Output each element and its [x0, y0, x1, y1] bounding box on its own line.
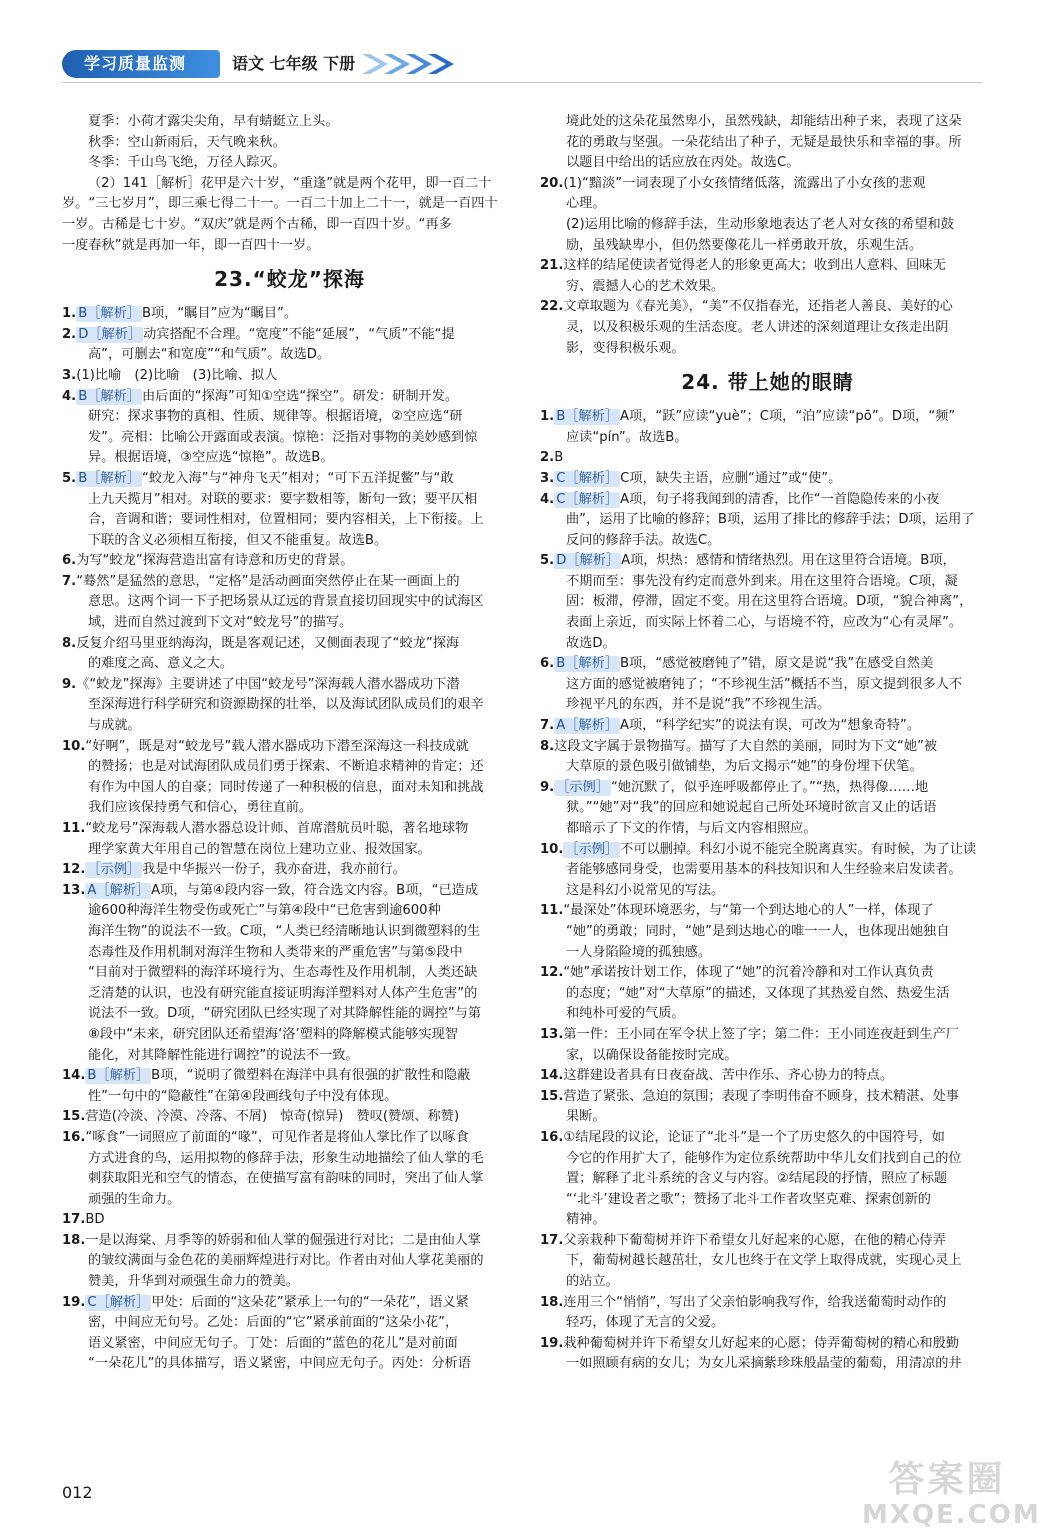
text-line: 影，变得积极乐观。 [566, 340, 685, 356]
item-text: 第一件：王小同在军令状上签了字；第二件：王小同连夜赶到生产厂 [563, 1026, 959, 1042]
chevron-arrows-icon [362, 50, 502, 78]
item-text: A项，“跃”应读“yuè”；C项，“泊”应读“pō”。D项，“频” [619, 409, 956, 425]
item-text: 不可以删掉。科幻小说不能完全脱离真实。有时候，为了让读 [620, 841, 977, 857]
answer-item [62, 1107, 517, 1128]
answer-item [540, 297, 995, 318]
text-line: 下联的含义必须相互衔接，但又不能重复。故选B。 [88, 532, 388, 548]
text-line: 心理。 [566, 196, 606, 212]
text-line: 上九天揽月”相对。对联的要求：要字数相等，断句一致；要平仄相 [88, 491, 478, 507]
item-number: 2. [540, 450, 555, 466]
item-text: 父亲栽种下葡萄树并许下希望女儿好起来的心愿，在他的精心侍弄 [563, 1232, 946, 1248]
text-line: 夏季：小荷才露尖尖角，早有蜻蜓立上头。 [88, 114, 339, 129]
item-number: 12. [540, 965, 564, 981]
item-number: 1. [62, 306, 77, 322]
item-number: 14. [540, 1068, 564, 1084]
text-line: 意思。这两个词一下子把场景从辽远的背景直接切回现实中的试海区 [88, 594, 484, 610]
text-line: 说法不一致。D项，“研究团队已经实现了对其降解性能的调控”与第 [88, 1006, 482, 1022]
item-text: ①结尾段的议论，论证了“北斗”是一个了历史悠久的中国符号，如 [563, 1129, 945, 1145]
item-number: 4. [62, 388, 77, 404]
section-title: 24. 带上她的眼睛 [681, 370, 854, 395]
text-line: 和纯朴可爱的气质。 [566, 1006, 685, 1022]
item-number: 20. [540, 175, 564, 191]
item-text: (1)比喻 (2)比喻 (3)比喻、拟人 [76, 367, 278, 383]
item-text: B项，“感觉被磨钝了”错，原文是说“我”在感受自然美 [619, 656, 934, 672]
answer-item [540, 778, 995, 799]
text-line: 灵，以及积极乐观的生活态度。老人讲述的深刻道理让女孩走出阴 [566, 319, 949, 335]
analysis-tag: ［示例］ [87, 862, 141, 878]
page-header [62, 48, 452, 82]
right-column [540, 112, 995, 1375]
text-line: “目前对于微塑料的海洋环境行为、生态毒性及作用机制，人类还缺 [88, 965, 478, 981]
answer-item [540, 1066, 995, 1087]
answer-item [62, 551, 517, 572]
answer-item [62, 304, 517, 325]
item-text: B [554, 450, 564, 466]
text-line: 一岁。古稀是七十岁。“双庆”就是两个古稀，即一百四十岁。“再多 [62, 216, 452, 232]
item-text: 营造(冷淡、冷漠、冷落、不屑) 惊奇(惊异) 赞叹(赞颂、称赞) [85, 1109, 460, 1125]
text-line: 逾600种海洋生物受伤或死亡”与第④段中“已危害到逾600种 [88, 903, 441, 919]
text-line: 精神。 [566, 1212, 606, 1228]
text-line: 赞美，升华到对顽强生命力的赞美。 [88, 1274, 299, 1290]
analysis-tag: C［解析］ [87, 1294, 150, 1310]
item-text: “蛟龙号”深海载人潜水器总设计师、首席潜航员叶聪，著名地球物 [85, 821, 469, 836]
answer-item [540, 963, 995, 984]
item-text: A项，句子将我闻到的清香，比作“一首隐隐传来的小夜 [620, 491, 940, 507]
item-number: 17. [540, 1232, 564, 1248]
text-line: 语义紧密，中间应无句子。丁处：后面的“蓝色的花儿”是对前面 [88, 1335, 458, 1351]
answer-item [62, 1231, 517, 1252]
item-number: 15. [540, 1088, 564, 1104]
item-number: 14. [62, 1068, 86, 1084]
item-text: “她”承诺按计划工作，体现了“她”的沉着冷静和对工作认真负责 [563, 965, 934, 981]
item-number: 6. [62, 553, 77, 569]
answer-item [540, 1087, 995, 1108]
item-text: “最深处”体现环境恶劣，与“第一个到达地心的人”一样，体现了 [563, 903, 934, 919]
answer-item [540, 448, 995, 469]
analysis-tag: B［解析］ [78, 388, 140, 404]
text-line: 曲”，运用了比喻的修辞；B项，运用了排比的修辞手法；D项，运用了 [566, 512, 975, 528]
text-line: 轻巧，体现了无言的父爱。 [566, 1315, 725, 1331]
analysis-tag: C［解析］ [556, 491, 619, 507]
item-text: 文章取题为《春光美》，“美”不仅指春光，还指老人善良、美好的心 [563, 299, 953, 315]
analysis-tag: A［解析］ [87, 882, 150, 898]
item-number: 18. [540, 1294, 564, 1310]
text-line: 方式进食的鸟，运用拟物的修辞手法，形象生动地描绘了仙人掌的毛 [88, 1150, 484, 1166]
section-title: 23.“蛟龙”探海 [214, 267, 365, 292]
answer-item [540, 256, 995, 277]
analysis-tag: C［解析］ [556, 470, 619, 486]
text-line: 这是科幻小说常见的写法。 [566, 882, 725, 898]
item-number: 1. [540, 409, 555, 425]
analysis-tag: B［解析］ [78, 470, 140, 486]
text-line: 下，葡萄树越长越茁壮，女儿也终于在文学上取得成就，实现心灵上 [566, 1253, 962, 1269]
text-line: 研究：探求事物的真相、性质、规律等。根据语境，②空应选“研 [88, 409, 463, 425]
item-number: 16. [540, 1129, 564, 1145]
item-text: 甲处：后面的“这朵花”紧承上一句的“一朵花”，语义紧 [151, 1294, 469, 1310]
text-line: 异。根据语境，③空应选“惊艳”。故选B。 [88, 450, 334, 466]
analysis-tag: B［解析］ [87, 1068, 150, 1084]
item-number: 18. [62, 1232, 86, 1248]
item-number: 7. [540, 718, 555, 734]
analysis-tag: A［解析］ [556, 718, 618, 734]
item-text: (1)“黯淡”一词表现了小女孩情绪低落，流露出了小女孩的悲观 [563, 175, 926, 191]
answer-item [62, 737, 517, 758]
item-number: 4. [540, 491, 555, 507]
text-line: 大草原的景色吸引做铺垫，为后文揭示“她”的身份埋下伏笔。 [566, 759, 923, 775]
item-text: 一是以海棠、月季等的娇弱和仙人掌的倔强进行对比；二是由仙人掌 [85, 1232, 481, 1248]
text-line: ⑧段中“未来，研究团队还希望海‘洛’塑料的降解模式能够实现智 [88, 1026, 458, 1042]
answer-item [540, 654, 995, 675]
site-watermark [862, 1459, 1041, 1534]
text-line: 应读“pín”。故选B。 [566, 429, 688, 445]
item-number: 2. [62, 326, 77, 342]
analysis-tag: ［示例］ [565, 841, 619, 857]
answer-item [62, 366, 517, 387]
analysis-tag: B［解析］ [556, 409, 618, 425]
text-line: 刺获取阳光和空气的情态，在使描写富有韵味的同时，突出了仙人掌 [88, 1171, 484, 1187]
text-line: 果断。 [566, 1109, 606, 1125]
answer-item [62, 634, 517, 655]
text-line: 秋季：空山新雨后，天气晚来秋。 [88, 134, 286, 150]
item-number: 19. [540, 1335, 564, 1351]
item-text: A项，“科学纪实”的说法有误，可改为“想象奇特”。 [619, 718, 921, 734]
text-line: （2）141［解析］花甲是六十岁，“重逢”就是两个花甲，即一百二十 [88, 175, 492, 191]
item-number: 5. [62, 470, 77, 486]
subject-label: 语文 七年级 下册 [232, 54, 356, 73]
answer-item [62, 387, 517, 408]
analysis-tag: D［解析］ [556, 553, 620, 569]
text-line: 态毒性及作用机制对海洋生物和人类带来的严重危害”与第⑤段中 [88, 944, 463, 960]
item-number: 22. [540, 299, 564, 315]
item-text: “蛟龙入海”与“神舟飞天”相对；“可下五洋捉鳖”与“敢 [141, 470, 454, 486]
item-number: 11. [62, 821, 86, 836]
text-line: 合，音调和谐；要词性相对，位置相同；要内容相关，上下衔接。上 [88, 512, 484, 528]
text-line: 花的勇敢与坚强。一朵花结出了种子，无疑是最快乐和幸福的事。所 [566, 134, 962, 150]
item-number: 10. [62, 738, 86, 754]
answer-item [62, 860, 517, 881]
item-text: “她沉默了，似乎连呼吸都停止了。”“热，热得像……地 [610, 779, 929, 795]
text-line: 发”。亮相：比喻公开露面或表演。惊艳：泛指对事物的美妙感到惊 [88, 429, 478, 445]
answer-item [540, 1231, 995, 1252]
item-number: 7. [62, 573, 77, 589]
item-number: 17. [62, 1212, 86, 1228]
item-text: 营造了紧张、急迫的氛围；表现了李明伟奋不顾身，技术精湛、处事 [563, 1088, 959, 1104]
text-line: 者能够感同身受，也需要用基本的科技知识和人生经验来启发读者。 [566, 862, 962, 878]
text-line: 与成就。 [88, 718, 141, 734]
text-line: 珍视平凡的东西，并不是说“我”不珍视生活。 [566, 697, 831, 713]
answer-item [540, 490, 995, 511]
item-number: 3. [540, 470, 555, 486]
item-text: 为写“蛟龙”探海营造出富有诗意和历史的背景。 [76, 553, 354, 569]
text-line: 一如照顾有病的女儿；为女儿采摘紫珍珠般晶莹的葡萄，用清凉的井 [566, 1356, 962, 1372]
text-line: 有作为中国人的自豪；同时传递了一种积极的信息，面对未知和挑战 [88, 779, 484, 795]
text-line: 的难度之高、意义之大。 [88, 656, 234, 672]
item-number: 13. [540, 1026, 564, 1042]
text-line: 不期而至：事先没有约定而意外到来。用在这里符合语境。C项，凝 [566, 573, 958, 589]
text-line: 以题目中给出的话应放在丙处。故选C。 [566, 155, 800, 171]
text-line: 理学家黄大年用自己的智慧在岗位上建功立业、报效国家。 [88, 841, 431, 857]
text-line: 域，进而自然过渡到下文对“蛟龙号”的描写。 [88, 615, 353, 631]
item-number: 8. [62, 635, 77, 651]
item-text: A项，炽热：感情和情绪热烈。用在这里符合语境。B项， [621, 553, 956, 569]
text-line: (2)运用比喻的修辞手法，生动形象地表达了老人对女孩的希望和鼓 [566, 216, 954, 232]
text-line: 顽强的生命力。 [88, 1191, 181, 1207]
item-text: 这样的结尾使读者觉得老人的形象更高大；收到出人意料、回味无 [563, 258, 946, 274]
item-text: B项，“说明了微塑料在海洋中具有很强的扩散性和隐蔽 [151, 1068, 471, 1084]
answer-item [540, 737, 995, 758]
text-line: 高”，可删去“和宽度”“和气质”。故选D。 [88, 347, 331, 363]
answer-item [540, 1128, 995, 1149]
answer-item [62, 819, 517, 840]
item-text: 反复介绍马里亚纳海沟，既是客观记述，又侧面表现了“蛟龙”探海 [76, 635, 460, 651]
item-text: 我是中华振兴一份子，我亦奋进，我亦前行。 [142, 862, 406, 878]
text-line: 乏清楚的认识，也没有研究能直接证明海洋塑料对人体产生危害”的 [88, 985, 478, 1001]
item-number: 13. [62, 882, 86, 898]
answer-item [540, 1334, 995, 1355]
text-line: 狱。”“她”对“我”的回应和她说起自己所处环境时欲言又止的话语 [566, 800, 937, 816]
left-column [62, 112, 517, 1375]
analysis-tag: B［解析］ [556, 656, 618, 672]
item-number: 3. [62, 367, 77, 383]
item-number: 9. [540, 779, 555, 795]
text-line: 一度春秋”就是再加一年，即一百四十一岁。 [62, 237, 320, 253]
item-text: BD [85, 1212, 105, 1228]
text-line: 家，以确保设备能按时完成。 [566, 1047, 738, 1063]
text-line: 的站立。 [566, 1274, 619, 1290]
answer-item [62, 675, 517, 696]
item-text: 由后面的“探海”可知①空选“探空”。研发：研制开发。 [141, 388, 459, 404]
answer-item [62, 469, 517, 490]
answer-item [62, 881, 517, 902]
item-text: “好啊”，既是对“蛟龙号”载人潜水器成功下潜至深海这一科技成就 [85, 738, 469, 754]
item-text: C项，缺失主语，应删“通过”或“使”。 [620, 470, 842, 486]
text-line: 固：板滞，停滞，固定不变。用在这里符合语境。D项，“貌合神离”， [566, 594, 973, 610]
item-number: 10. [540, 841, 564, 857]
text-line: 的态度；“她”对“大草原”的描述，又体现了其热爱自然、热爱生活 [566, 985, 950, 1001]
series-badge: 学习质量监测 [62, 50, 220, 78]
item-text: B项，“瞩目”应为“瞩目”。 [141, 306, 298, 322]
text-line: 至深海进行科学研究和资源勘探的壮举，以及海试团队成员们的艰辛 [88, 697, 484, 713]
analysis-tag: ［示例］ [556, 779, 609, 795]
text-line: 密，中间应无句号。乙处：后面的“它”紧承前面的“这朵小花”， [88, 1315, 459, 1331]
text-line: 冬季：千山鸟飞绝，万径人踪灭。 [88, 155, 286, 171]
watermark-logo: 答案圈 [888, 1459, 1006, 1500]
text-line: 这方面的感觉被磨钝了；“不珍视生活”概括不当，原文提到很多人不 [566, 676, 963, 692]
answer-item [540, 174, 995, 195]
item-number: 9. [62, 676, 77, 692]
item-number: 19. [62, 1294, 86, 1310]
answer-item [540, 407, 995, 428]
header-divider [62, 82, 982, 83]
text-line: 励，虽残缺卑小，但仍然要像花儿一样勇敢开放，乐观生活。 [566, 237, 923, 253]
answer-item [540, 901, 995, 922]
item-text: “啄食”一词照应了前面的“喙”，可见作者是将仙人掌比作了以啄食 [85, 1129, 469, 1145]
text-line: “她”的勇敢；同时，“她”是到达地心的唯一一人，也体现出她独自 [566, 923, 950, 939]
text-line: 穷、震撼人心的艺术效果。 [566, 278, 725, 294]
item-number: 5. [540, 553, 555, 569]
text-line: 境此处的这朵花虽然卑小，虽然残缺，却能结出种子来，表现了这朵 [566, 114, 962, 129]
text-line: 反问的修辞手法。故选C。 [566, 532, 721, 548]
watermark-url: MXQE.COM [862, 1500, 1041, 1530]
answer-item [540, 716, 995, 737]
answer-item [62, 1128, 517, 1149]
item-text: 这段文字属于景物描写。描写了大自然的美丽，同时为下文“她”被 [554, 738, 938, 754]
item-text: 栽种葡萄树并许下希望女儿好起来的心愿；侍弄葡萄树的精心和殷勤 [563, 1335, 959, 1351]
text-line: 一人身陷险境的孤独感。 [566, 944, 712, 960]
answer-item [540, 1293, 995, 1314]
answer-item [62, 325, 517, 346]
text-line: 故选D。 [566, 635, 616, 651]
text-line: “一朵花儿”的具体描写，语义紧密，中间应无句子。丙处：分析语 [88, 1356, 471, 1372]
answer-item [62, 1293, 517, 1314]
item-text: 连用三个“悄悄”，写出了父亲怕影响我写作，给我送葡萄时动作的 [563, 1294, 947, 1310]
item-text: 动宾搭配不合理。“宽度”不能“延展”，“气质”不能“提 [143, 326, 455, 342]
item-number: 8. [540, 738, 555, 754]
text-line: 能化，对其降解性能进行调控”的说法不一致。 [88, 1047, 359, 1063]
answer-item [540, 1025, 995, 1046]
text-line: 我们应该保持勇气和信心，勇往直前。 [88, 800, 313, 816]
item-text: A项，与第④段内容一致，符合选文内容。B项，“已造成 [151, 882, 479, 898]
item-number: 12. [62, 862, 86, 878]
text-line: 性”一句中的“隐蔽性”在第④段画线句子中没有体现。 [88, 1088, 398, 1104]
answer-item [540, 551, 995, 572]
answer-item [540, 469, 995, 490]
item-text: “蓦然”是猛然的意思，“定格”是活动画面突然停止在某一画面上的 [76, 573, 460, 589]
item-number: 11. [540, 903, 564, 919]
item-number: 15. [62, 1109, 86, 1125]
text-line: 今它的作用扩大了，能够作为定位系统帮助中华儿女们找到自己的位 [566, 1150, 962, 1166]
analysis-tag: B［解析］ [78, 306, 140, 322]
answer-item [540, 840, 995, 861]
item-text: 《“蛟龙”探海》主要讲述了中国“蛟龙号”深海载人潜水器成功下潜 [76, 676, 460, 692]
page-number: 012 [62, 1483, 93, 1502]
item-number: 16. [62, 1129, 86, 1145]
text-line: 岁。“三七岁月”，即三乘七得二十一。一百二十加上二十一，就是一百四十 [62, 196, 498, 212]
text-line: 的赞扬；也是对试海团队成员们勇于探索、不断追求精神的肯定；还 [88, 759, 484, 775]
answer-item [62, 1066, 517, 1087]
text-line: “‘北斗’建设者之歌”；赞扬了北斗工作者攻坚克难、探索创新的 [566, 1191, 931, 1207]
answer-item [62, 572, 517, 593]
text-line: 表面上亲近，而实际上怀着二心，与语境不符，应改为“心有灵犀”。 [566, 615, 963, 631]
item-number: 6. [540, 656, 555, 672]
answer-item [62, 1210, 517, 1231]
item-text: 这群建设者具有日夜奋战、苦中作乐、齐心协力的特点。 [563, 1068, 894, 1084]
text-line: 都暗示了下文的作情，与后文内容相照应。 [566, 821, 817, 836]
text-line: 海洋生物”的说法不一致。C项，“人类已经清晰地认识到微塑料的生 [88, 923, 481, 939]
text-line: 置；解释了北斗系统的含义与内容。②结尾段的抒情，照应了标题 [566, 1171, 948, 1187]
text-line: 的皱纹满面与金色花的美丽辉煌进行对比。作者由对仙人掌花美丽的 [88, 1253, 484, 1269]
item-number: 21. [540, 258, 564, 274]
analysis-tag: D［解析］ [78, 326, 142, 342]
